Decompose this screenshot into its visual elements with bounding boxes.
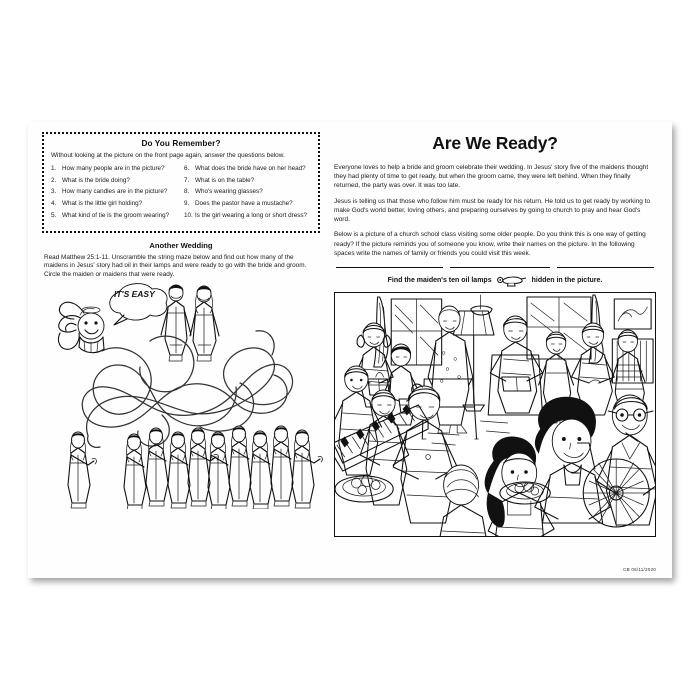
question-item — [51, 165, 178, 173]
question-item — [184, 200, 311, 208]
find-lamps-instruction — [334, 274, 656, 287]
scene-illustration — [334, 292, 656, 537]
document-credit: CB 06/11/2020 — [623, 567, 656, 572]
question-item — [51, 212, 178, 220]
maiden-figure — [146, 428, 168, 506]
find-lamps-text-before: Find the maiden's ten oil lamps — [387, 276, 492, 284]
question-item — [51, 188, 178, 196]
question-text: Who's wearing glasses? — [195, 188, 263, 196]
maiden-figure — [271, 426, 293, 506]
angel-figure — [58, 302, 104, 352]
intro-paragraph-3: Below is a picture of a church school class visiting some older people. Do you think this is one way of getting ready? If the picture reminds you of someone you know, write their names on the picture. In the following spaces write the names of family or friends you could visit this week. — [334, 231, 646, 257]
write-line[interactable] — [336, 267, 443, 268]
oil-lamp-icon — [497, 274, 527, 287]
question-text: What is the bride doing? — [62, 176, 130, 184]
question-item — [184, 188, 311, 196]
question-text: What does the bride have on her head? — [195, 165, 306, 172]
maiden-figure — [168, 432, 190, 508]
maiden-figure — [208, 432, 230, 509]
right-column — [328, 122, 672, 578]
maiden-figure — [292, 430, 322, 508]
bride-figure — [190, 286, 219, 361]
question-item — [51, 200, 178, 208]
question-text: Is the girl wearing a long or short dress? — [195, 211, 308, 219]
question-text: How many candles are in the picture? — [62, 188, 168, 196]
question-text: What kind of tie is the groom wearing? — [62, 211, 170, 219]
questions-column-left — [51, 165, 178, 224]
question-number: 7. — [184, 176, 190, 184]
write-line[interactable] — [557, 267, 654, 268]
question-text: How many people are in the picture? — [62, 165, 165, 172]
question-item — [184, 177, 311, 185]
worksheet-page — [28, 122, 672, 578]
maiden-figure — [124, 434, 146, 509]
write-line[interactable] — [450, 267, 551, 268]
question-item — [184, 212, 311, 220]
left-column — [28, 122, 328, 578]
maze-illustration-svg — [42, 281, 328, 509]
question-text: Does the pastor have a mustache? — [195, 200, 293, 208]
intro-paragraph-2: Jesus is telling us that those who follow him must be ready for his return. He told us to get ready by working to make God's world better, loving others, and preparing ourselves by going to church to pray and hear God's word. — [334, 197, 651, 224]
question-item — [184, 165, 311, 173]
scene-illustration-svg — [335, 293, 655, 536]
string-maze — [82, 331, 292, 448]
question-number: 2. — [51, 176, 57, 184]
questions-column-right — [184, 165, 311, 224]
maiden-figure — [250, 431, 272, 509]
intro-paragraph-1: Everyone loves to help a bride and groom celebrate their wedding. In Jesus' story five of the maidens thought they had plenty of time to get ready, but when the groom came, they were left behind. When they finally returned, the party was over. It was too late. — [334, 164, 649, 190]
maiden-group-four — [124, 428, 218, 509]
question-number: 1. — [51, 165, 57, 172]
question-number: 6. — [184, 165, 190, 172]
find-lamps-text-after: hidden in the picture. — [531, 276, 603, 284]
maiden-group-five — [208, 426, 322, 509]
page-title: Are We Ready? — [432, 133, 558, 153]
maze-illustration — [42, 281, 320, 509]
name-write-lines — [334, 267, 656, 268]
speech-bubble-text: IT'S EASY — [114, 289, 155, 300]
maiden-figure — [68, 432, 96, 508]
question-number: 9. — [184, 200, 190, 208]
do-you-remember-title: Do You Remember? — [141, 139, 221, 148]
question-number: 8. — [184, 188, 190, 196]
another-wedding-body: Read Matthew 25:1-11. Unscramble the string maze below and find out how many of the maidens in Jesus' story had oil in their lamps and were ready to go with the bride and groom. Circle the maiden or maidens that were ready. — [44, 253, 307, 278]
maiden-group-single — [68, 432, 96, 508]
do-you-remember-box — [42, 132, 320, 233]
questions-grid — [51, 165, 311, 224]
question-number: 5. — [51, 211, 57, 219]
question-text: What is on the table? — [195, 176, 255, 184]
question-number: 3. — [51, 188, 57, 196]
maiden-figure — [229, 426, 251, 506]
question-text: What is the little girl holding? — [62, 200, 143, 208]
question-number: 10. — [184, 211, 193, 219]
do-you-remember-intro: Without looking at the picture on the front page again, answer the questions below. — [51, 152, 285, 159]
question-number: 4. — [51, 200, 57, 208]
question-item — [51, 177, 178, 185]
another-wedding-title: Another Wedding — [149, 240, 213, 250]
